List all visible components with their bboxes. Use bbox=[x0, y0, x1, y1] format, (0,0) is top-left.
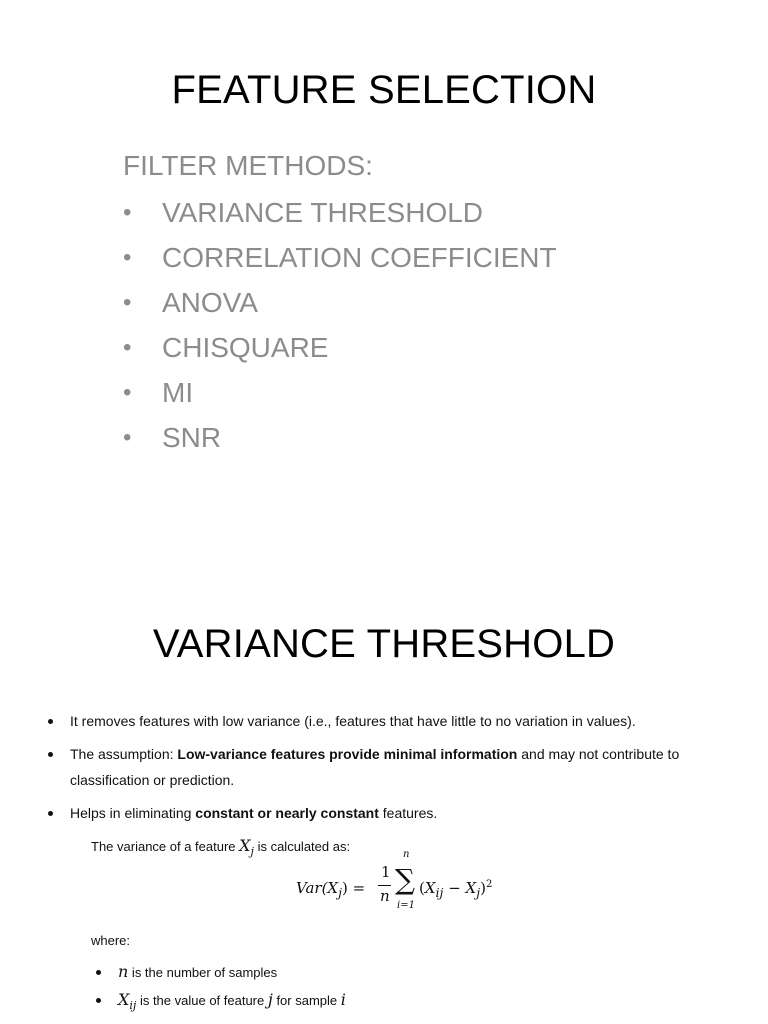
bullet-icon bbox=[96, 970, 101, 975]
list-item: $X_{ij}$ is the value of feature j for sample i bbox=[96, 989, 346, 1017]
formula-rhs: $(X_{ij} - X_j)^2$ bbox=[419, 879, 493, 900]
bullet-icon: • bbox=[123, 244, 132, 271]
bullet-icon: • bbox=[123, 379, 132, 406]
bullet-icon: • bbox=[123, 289, 132, 316]
variance-intro-text: The variance of a feature $X_j$ is calculated as: bbox=[91, 836, 351, 859]
bullet-icon: • bbox=[123, 199, 132, 226]
sigma-icon: ∑ bbox=[395, 863, 415, 896]
list-item: • VARIANCE THRESHOLD bbox=[123, 195, 557, 240]
bullet-icon: • bbox=[123, 334, 132, 361]
where-list bbox=[96, 961, 346, 1017]
description-list bbox=[48, 708, 718, 833]
feature-variable: $X_j$ bbox=[239, 836, 254, 859]
slide-variance-threshold bbox=[0, 560, 768, 1024]
fraction-numerator: 1 bbox=[381, 863, 391, 881]
bullet-icon bbox=[48, 752, 53, 757]
list-item: It removes features with low variance (i.e., features that have little to no variation in values). bbox=[48, 708, 718, 734]
sum-upper-limit: n bbox=[403, 849, 410, 860]
list-item: The assumption: Low-variance features provide minimal information and may not contribute to classification or prediction. bbox=[48, 741, 718, 793]
list-item: n is the number of samples bbox=[96, 961, 346, 989]
bullet-icon: • bbox=[123, 424, 132, 451]
list-item: • SNR bbox=[123, 420, 557, 465]
sum-lower-limit: i=1 bbox=[397, 900, 415, 911]
fraction-denominator: n bbox=[380, 887, 390, 905]
list-item: • CHISQUARE bbox=[123, 330, 557, 375]
list-item: • ANOVA bbox=[123, 285, 557, 330]
list-item: • MI bbox=[123, 375, 557, 420]
slide-title: FEATURE SELECTION bbox=[171, 68, 597, 112]
bullet-icon bbox=[48, 719, 53, 724]
fraction-bar bbox=[378, 885, 391, 886]
where-label: where: bbox=[91, 933, 131, 948]
bullet-icon bbox=[48, 811, 53, 816]
slide-title: VARIANCE THRESHOLD bbox=[152, 622, 616, 666]
list-item: Helps in eliminating constant or nearly constant features. bbox=[48, 800, 718, 826]
formula-lhs: $Var(X_j)$ = bbox=[296, 879, 366, 900]
list-item: • CORRELATION COEFFICIENT bbox=[123, 240, 557, 285]
filter-methods-heading: FILTER METHODS: bbox=[123, 150, 373, 181]
filter-methods-list bbox=[123, 195, 557, 465]
bullet-icon bbox=[96, 998, 101, 1003]
